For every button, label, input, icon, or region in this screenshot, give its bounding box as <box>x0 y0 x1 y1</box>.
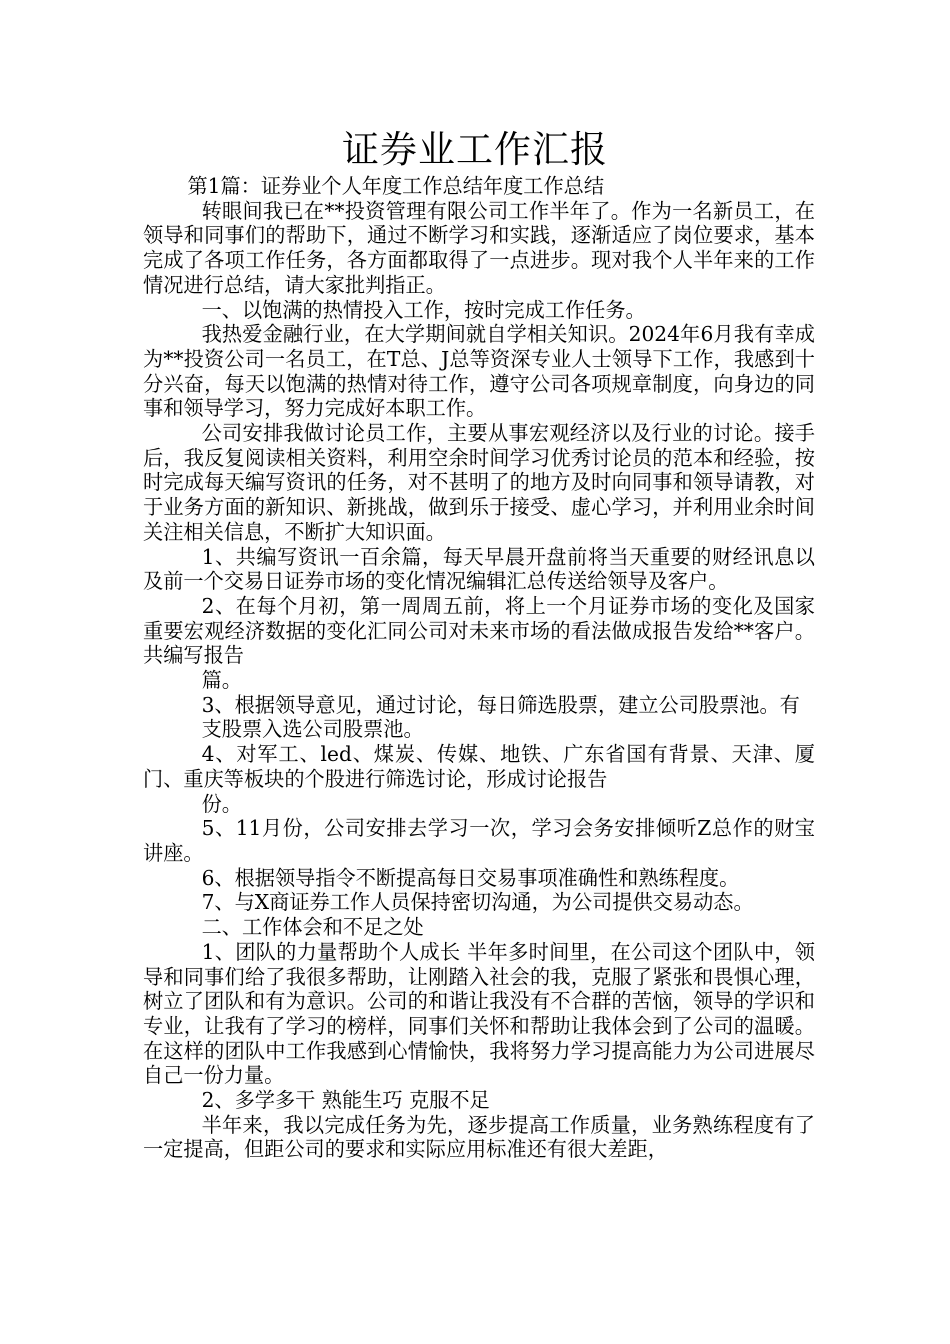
list-item: 2、多学多干 熟能生巧 克服不足 <box>201 1088 490 1113</box>
list-item: 1、共编写资讯一百余篇，每天早晨开盘前将当天重要的财经讯息以及前一个交易日证券市场的变化情况编辑汇总传送给领导及客户。 <box>143 544 815 594</box>
list-item: 2、在每个月初，第一周周五前，将上一个月证券市场的变化及国家重要宏观经济数据的变化汇同公司对未来市场的看法做成报告发给**客户。共编写报告 <box>143 593 815 668</box>
list-item: 3、根据领导意见，通过讨论，每日筛选股票，建立公司股票池。有 <box>201 692 800 717</box>
paragraph: 公司安排我做讨论员工作，主要从事宏观经济以及行业的讨论。接手后，我反复阅读相关资料，利用空余时间学习优秀讨论员的范本和经验，按时完成每天编写资讯的任务，对不甚明了的地方及时向同事和领导请教，对于业务方面的新知识、新挑战，做到乐于接受、虚心学习，并利用业余时间关注相关信息，不断扩大知识面。 <box>143 421 815 544</box>
paragraph: 我热爱金融行业，在大学期间就自学相关知识。2024年6月我有幸成为**投资公司一名员工，在T总、J总等资深专业人士领导下工作，我感到十分兴奋，每天以饱满的热情对待工作，遵守公司各项规章制度，向身边的同事和领导学习，努力完成好本职工作。 <box>143 322 815 421</box>
list-item: 6、根据领导指令不断提高每日交易事项准确性和熟练程度。 <box>201 865 740 890</box>
section-heading: 二、工作体会和不足之处 <box>201 915 424 940</box>
section-subtitle: 第1篇：证券业个人年度工作总结年度工作总结 <box>187 174 605 198</box>
list-item: 7、与X商证券工作人员保持密切沟通，为公司提供交易动态。 <box>201 890 754 915</box>
document-title: 证券业工作汇报 <box>342 128 608 171</box>
list-item: 5、11月份，公司安排去学习一次，学习会务安排倾听Z总作的财宝讲座。 <box>143 816 815 865</box>
list-item-continuation: 篇。 <box>201 668 242 693</box>
paragraph: 半年来，我以完成任务为先，逐步提高工作质量，业务熟练程度有了一定提高，但距公司的要求和实际应用标准还有很大差距， <box>143 1112 815 1162</box>
list-item-continuation: 支股票入选公司股票池。 <box>201 717 424 742</box>
document-body <box>143 174 815 1162</box>
list-item-continuation: 份。 <box>201 791 242 816</box>
paragraph: 转眼间我已在**投资管理有限公司工作半年了。作为一名新员工，在领导和同事们的帮助下，通过不断学习和实践，逐渐适应了岗位要求，基本完成了各项工作任务，各方面都取得了一点进步。现对我个人半年来的工作情况进行总结，请大家批判指正。 <box>143 198 815 297</box>
list-item: 4、对军工、led、煤炭、传媒、地铁、广东省国有背景、天津、厦门、重庆等板块的个股进行筛选讨论，形成讨论报告 <box>143 742 815 791</box>
section-heading: 一、以饱满的热情投入工作，按时完成工作任务。 <box>201 297 646 322</box>
list-item: 1、团队的力量帮助个人成长 半年多时间里，在公司这个团队中，领导和同事们给了我很多帮助，让刚踏入社会的我，克服了紧张和畏惧心理，树立了团队和有为意识。公司的和谐让我没有不合群的苦恼，领导的学识和专业，让我有了学习的榜样，同事们关怀和帮助让我体会到了公司的温暖。在这样的团队中工作我感到心情愉快，我将努力学习提高能力为公司进展尽自己一份力量。 <box>143 939 815 1088</box>
